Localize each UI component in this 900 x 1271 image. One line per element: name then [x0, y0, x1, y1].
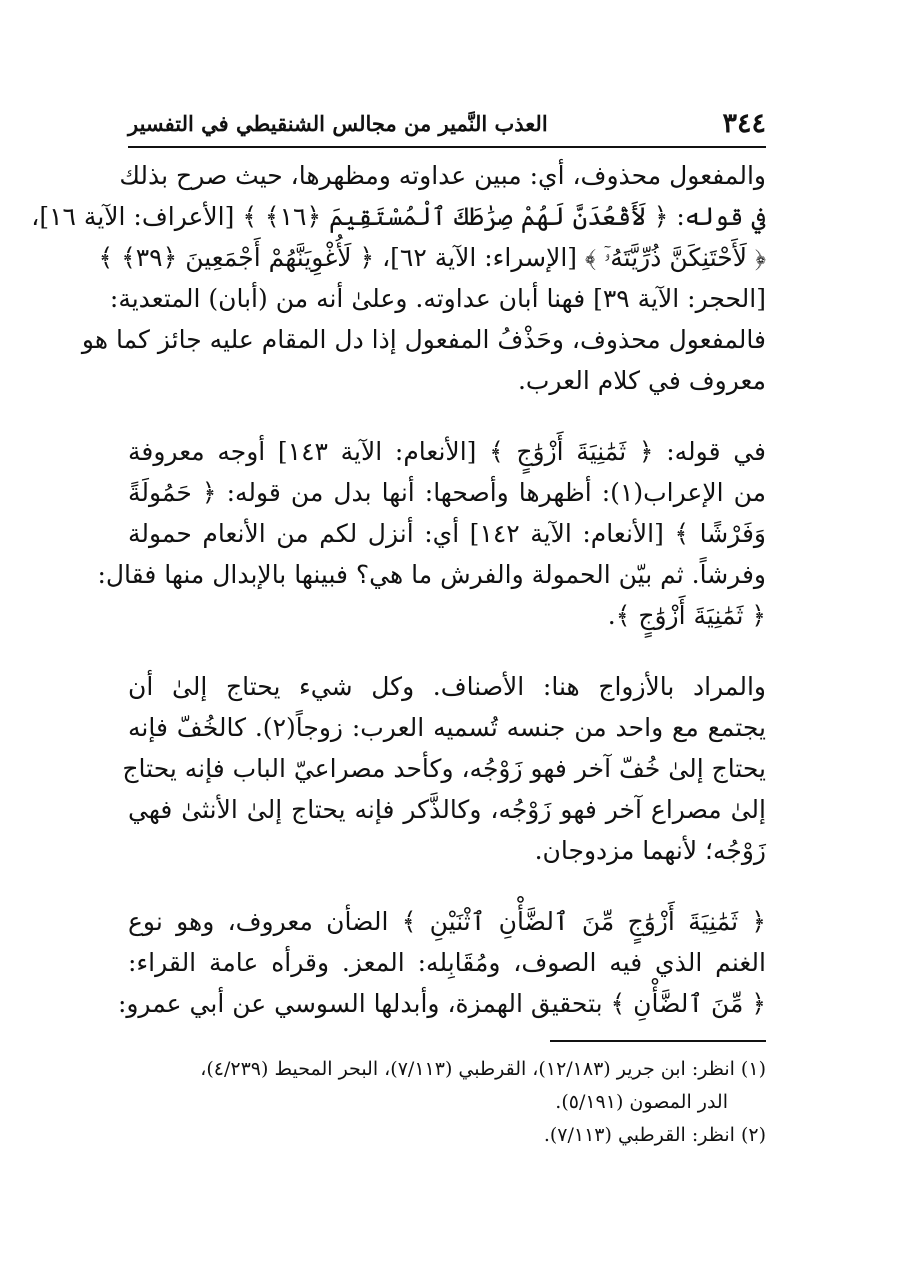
text-line: يجتمع مع واحد من جنسه تُسميه العرب: زوجاً(٢). كالخُفّ فإنه	[128, 713, 767, 742]
text-line: فالمفعول محذوف، وحَذْفُ المفعول إذا دل المقام عليه جائز كما هو	[81, 325, 766, 354]
text-line: من الإعراب(١): أظهرها وأصحها: أنها بدل من قوله: ﴿ حَمُولَةً	[128, 478, 766, 507]
paragraph-3	[122, 666, 767, 871]
footnote-1-line-2: الدر المصون (٥/١٩١).	[555, 1091, 728, 1113]
text-line: [الحجر: الآية ٣٩] فهنا أبان عداوته. وعلىٰ أنه من (أبان) المتعدية:	[109, 284, 766, 313]
text-line: والمفعول محذوف، أي: مبين عداوته ومظهرها، حيث صرح بذلك	[119, 161, 766, 190]
footnote-2: (٢) انظر: القرطبي (٧/١١٣).	[543, 1124, 766, 1146]
body-text	[31, 155, 767, 1054]
paragraph-2	[97, 431, 766, 636]
text-line: في قوله: ﴿ ثَمَٰنِيَةَ أَزْوَٰجٍ ﴾ [الأنعام: الآية ١٤٣] أوجه معروفة	[128, 437, 766, 466]
text-line: وفرشاً. ثم بيّن الحمولة والفرش ما هي؟ فبينها بالإبدال منها فقال:	[97, 560, 766, 589]
text-line: يحتاج إلىٰ خُفّ آخر فهو زَوْجُه، وكأحد مصراعيّ الباب فإنه يحتاج	[122, 754, 766, 783]
paragraph-4	[117, 901, 766, 1024]
text-line: معروف في كلام العرب.	[517, 366, 766, 395]
footnotes	[128, 1053, 766, 1152]
page-header	[128, 104, 766, 142]
text-line: ﴿ ثَمَٰنِيَةَ أَزْوَٰجٍ ﴾.	[607, 601, 766, 630]
text-line: وَفَرْشًا ﴾ [الأنعام: الآية ١٤٢] أي: أنزل لكم من الأنعام حمولة	[128, 519, 766, 548]
text-line: إلىٰ مصراع آخر فهو زَوْجُه، وكالذَّكر فإنه يحتاج إلىٰ الأنثىٰ فهي	[128, 795, 766, 824]
footnote-separator	[550, 1040, 766, 1042]
running-title: العذب النَّمير من مجالس الشنقيطي في التفسير	[128, 110, 548, 136]
text-line: الغنم الذي فيه الصوف، ومُقَابِله: المعز. وقرأه عامة القراء:	[128, 948, 766, 977]
paragraph-1	[31, 155, 766, 401]
text-line: والمراد بالأزواج هنا: الأصناف. وكل شيء يحتاج إلىٰ أن	[128, 672, 766, 701]
text-line: ﴿ ثَمَٰنِيَةَ أَزْوَٰجٍ مِّنَ ٱلضَّأْنِ ٱثْنَيْنِ ﴾ الضأن معروف، وهو نوع	[128, 907, 766, 936]
header-rule	[128, 146, 766, 148]
footnote-1-line-1: (١) انظر: ابن جرير (١٢/١٨٣)، القرطبي (٧/١١٣)، البحر المحيط (٤/٢٣٩)،	[200, 1058, 766, 1080]
page-number: ٣٤٤	[722, 107, 766, 139]
text-line: زَوْجُه؛ لأنهما مزدوجان.	[534, 836, 766, 865]
text-line: ﴿ لَأَحْتَنِكَنَّ ذُرِّيَّتَهُۥٓ ﴾ [الإسراء: الآية ٦٢]، ﴿ لَأُغْوِيَنَّهُمْ أَجْمَعِينَ ﴿٣٩﴾ ﴾	[98, 243, 766, 272]
text-line: في قوله: ﴿ لَأَقْعُدَنَّ لَهُمْ صِرَٰطَكَ ٱلْمُسْتَقِيمَ ﴿١٦﴾ ﴾ [الأعراف: الآية ١٦]،	[31, 202, 766, 231]
text-line: ﴿ مِّنَ ٱلضَّأْنِ ﴾ بتحقيق الهمزة، وأبدلها السوسي عن أبي عمرو:	[117, 989, 766, 1018]
